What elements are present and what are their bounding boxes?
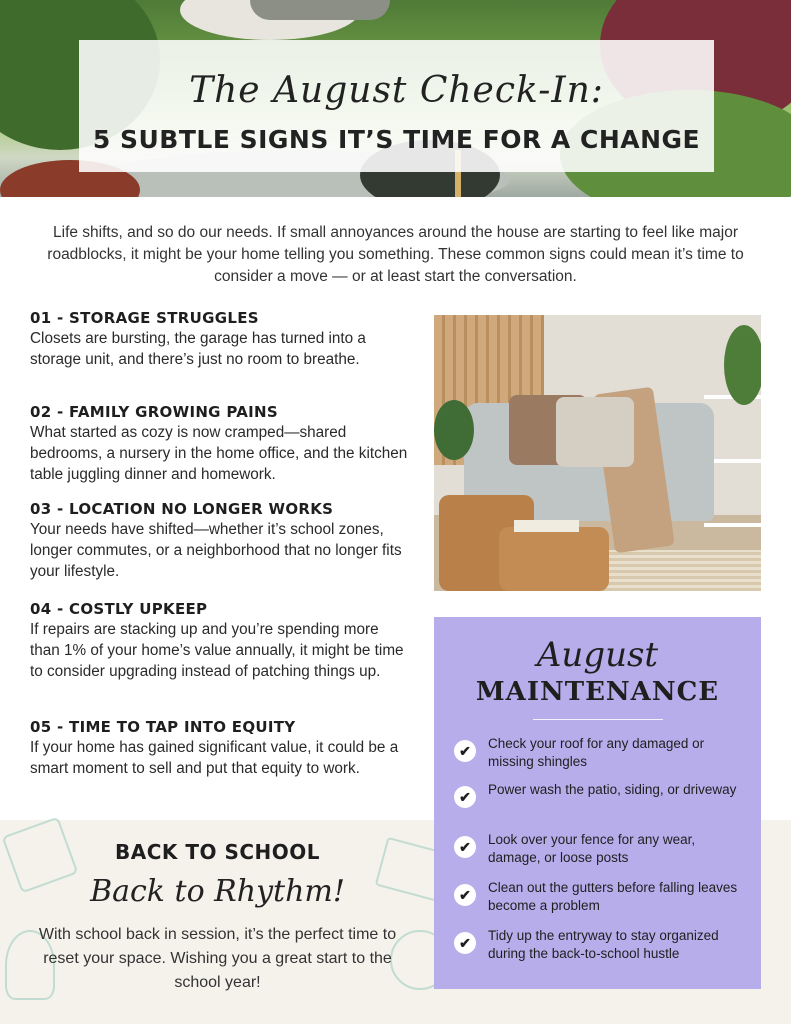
sign-item xyxy=(30,499,410,582)
sign-body: What started as cozy is now cramped—shared bedrooms, a nursery in the home office, and the kitchen table juggling dinner and homework. xyxy=(30,424,408,483)
task-text: Check your roof for any damaged or missing shingles xyxy=(488,736,705,769)
task-text: Power wash the patio, siding, or driveway xyxy=(488,782,737,797)
sign-title: 02 - FAMILY GROWING PAINS xyxy=(30,403,278,421)
check-icon: ✔ xyxy=(454,786,476,808)
sign-title: 01 - STORAGE STRUGGLES xyxy=(30,309,259,327)
sign-body: Closets are bursting, the garage has turned into a storage unit, and there’s just no room to breathe. xyxy=(30,330,366,368)
maintenance-task xyxy=(454,781,744,808)
task-text: Tidy up the entryway to stay organized during the back-to-school hustle xyxy=(488,928,719,961)
check-icon: ✔ xyxy=(454,884,476,906)
maintenance-script: August xyxy=(536,635,659,675)
hero-garden-photo xyxy=(0,0,791,197)
page-title: 5 SUBTLE SIGNS IT’S TIME FOR A CHANGE xyxy=(92,125,701,154)
task-text: Clean out the gutters before falling leaves become a problem xyxy=(488,880,738,913)
sign-item xyxy=(30,402,410,485)
sign-body: If your home has gained significant value, it could be a smart moment to sell and put that equity to work. xyxy=(30,739,399,777)
check-icon: ✔ xyxy=(454,932,476,954)
maintenance-task xyxy=(454,927,744,963)
check-icon: ✔ xyxy=(454,836,476,858)
intro-paragraph: Life shifts, and so do our needs. If small annoyances around the house are starting to feel like major roadblocks, it might be your home telling you something. These common signs could mean it’s time to consider a move — or at least start the conversation. xyxy=(47,224,744,285)
maintenance-task xyxy=(454,735,744,771)
school-script: Back to Rhythm! xyxy=(90,874,345,909)
sign-title: 04 - COSTLY UPKEEP xyxy=(30,600,208,618)
sign-title: 03 - LOCATION NO LONGER WORKS xyxy=(30,500,334,518)
sign-body: If repairs are stacking up and you’re spending more than 1% of your home’s value annually, it might be time to consider upgrading instead of patching things up. xyxy=(30,621,404,680)
task-text: Look over your fence for any wear, damage, or loose posts xyxy=(488,832,696,865)
script-title: The August Check-In: xyxy=(189,70,604,111)
maintenance-task xyxy=(454,831,744,867)
maintenance-panel xyxy=(434,617,761,989)
sign-item xyxy=(30,599,410,682)
check-icon: ✔ xyxy=(454,740,476,762)
sign-body: Your needs have shifted—whether it’s school zones, longer commutes, or a neighborhood that no longer fits your lifestyle. xyxy=(30,521,402,580)
maintenance-heading: MAINTENANCE xyxy=(475,677,720,707)
sign-title: 05 - TIME TO TAP INTO EQUITY xyxy=(30,718,296,736)
school-heading: BACK TO SCHOOL xyxy=(114,840,321,864)
title-box xyxy=(79,40,714,172)
school-body: With school back in session, it’s the perfect time to reset your space. Wishing you a great start to the school year! xyxy=(38,926,397,991)
sign-item xyxy=(30,717,410,779)
living-room-photo xyxy=(434,315,761,591)
divider xyxy=(533,719,663,720)
sign-item xyxy=(30,308,410,370)
maintenance-task xyxy=(454,879,744,915)
back-to-school-section xyxy=(30,840,405,995)
